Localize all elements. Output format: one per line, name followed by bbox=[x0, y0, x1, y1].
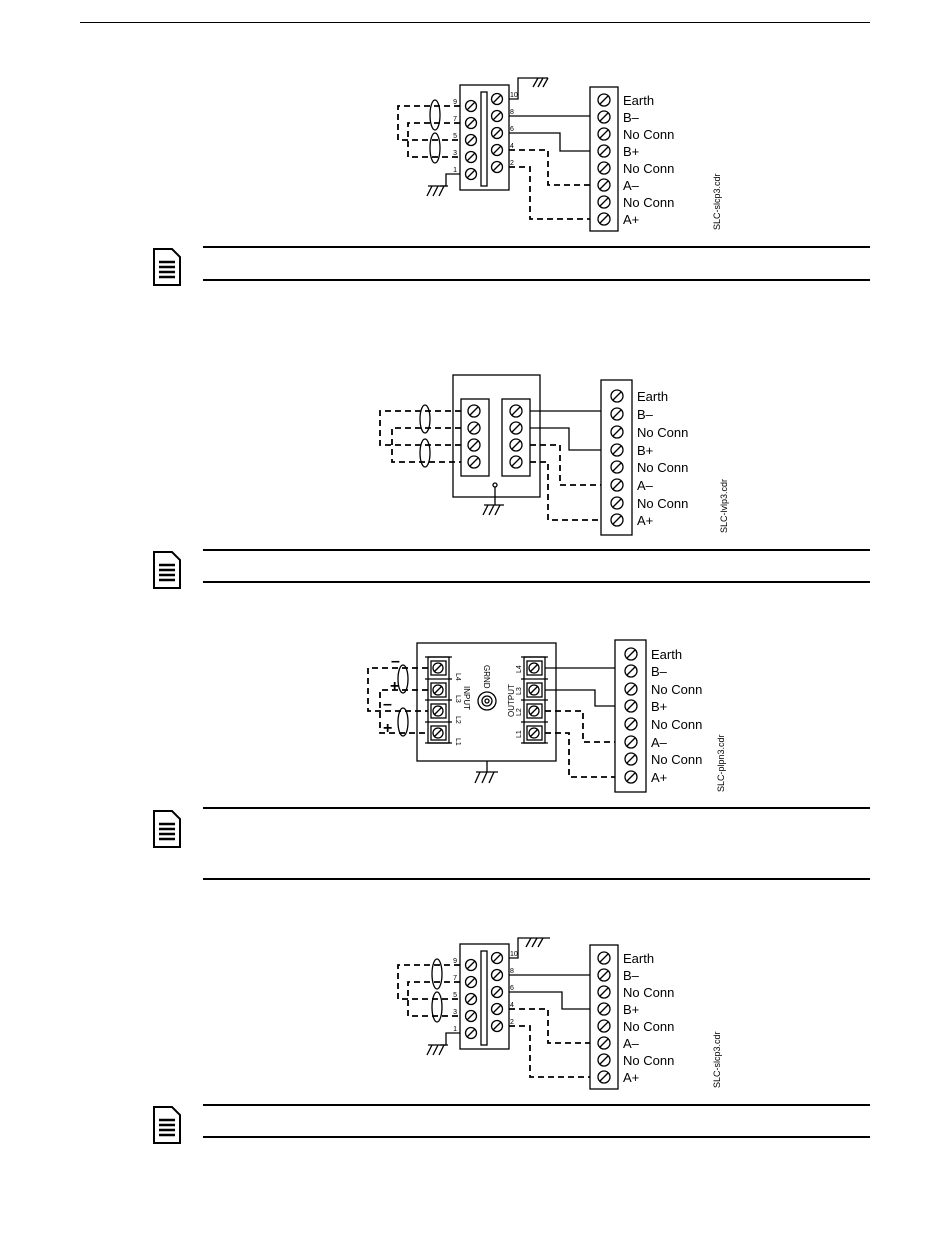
terminal-label: No Conn bbox=[623, 985, 675, 1000]
module-divider bbox=[481, 92, 487, 186]
input-terminal-block bbox=[425, 657, 452, 743]
terminal-label: Earth bbox=[651, 647, 683, 662]
pin-number: 3 bbox=[453, 1009, 457, 1016]
module-screws-left bbox=[466, 101, 477, 180]
input-label: INPUT bbox=[462, 686, 471, 710]
pin-number: 2 bbox=[510, 1019, 514, 1026]
pin-label: L4 bbox=[516, 665, 523, 673]
output-screws bbox=[510, 405, 522, 468]
pin-number: 7 bbox=[453, 116, 457, 123]
pin-number: 3 bbox=[453, 150, 457, 157]
output-terminal-block bbox=[521, 657, 548, 743]
note-document-icon bbox=[152, 1106, 182, 1144]
terminal-label: B+ bbox=[651, 699, 668, 714]
note-document-icon bbox=[152, 248, 182, 286]
terminal-label: B+ bbox=[637, 443, 654, 458]
pin-number: 8 bbox=[510, 968, 514, 975]
wiring-diagram-slcp3-1 bbox=[0, 70, 950, 240]
wiring-diagram-lvlp3 bbox=[0, 370, 950, 540]
pin-number: 2 bbox=[510, 160, 514, 167]
header-rule bbox=[80, 22, 870, 23]
pin-label: L3 bbox=[516, 687, 523, 695]
terminal-screws bbox=[598, 952, 610, 1083]
polarity-sign: + bbox=[383, 720, 393, 737]
terminal-strip bbox=[590, 87, 618, 231]
pin-label: L1 bbox=[516, 730, 523, 738]
input-screws bbox=[468, 405, 480, 468]
terminal-label: A– bbox=[637, 478, 653, 493]
terminal-screws bbox=[625, 648, 637, 783]
terminal-label: A– bbox=[623, 1036, 639, 1051]
note-rule-top bbox=[203, 246, 870, 248]
note-document-icon bbox=[152, 810, 182, 848]
module-divider bbox=[481, 951, 487, 1045]
terminal-strip bbox=[615, 640, 646, 792]
earth-ground-icon bbox=[475, 772, 498, 783]
note-rule-top bbox=[203, 549, 870, 551]
module-screws-right bbox=[492, 94, 503, 173]
pin-number: 4 bbox=[510, 143, 514, 150]
terminal-label: A+ bbox=[651, 770, 668, 785]
pin-number: 9 bbox=[453, 958, 457, 965]
pin-label: L2 bbox=[454, 716, 461, 724]
terminal-label: No Conn bbox=[651, 682, 703, 697]
pin-number: 10 bbox=[510, 92, 518, 99]
file-label: SLC-slcp3.cdr bbox=[712, 173, 722, 230]
terminal-label: A– bbox=[623, 178, 639, 193]
terminal-label: B+ bbox=[623, 1002, 640, 1017]
terminal-label: B– bbox=[623, 968, 639, 983]
terminal-label: A+ bbox=[637, 513, 654, 528]
terminal-screws bbox=[598, 94, 610, 225]
pin-label: L3 bbox=[454, 695, 461, 703]
file-label: SLC-plpn3.cdr bbox=[716, 734, 726, 792]
pin-number: 4 bbox=[510, 1002, 514, 1009]
terminal-label: A+ bbox=[623, 212, 640, 227]
terminal-label: No Conn bbox=[623, 127, 675, 142]
wiring-diagram-plpn3 bbox=[0, 630, 950, 800]
note-rule-bottom bbox=[203, 878, 870, 880]
terminal-label: Earth bbox=[637, 389, 669, 404]
polarity-sign: + bbox=[390, 678, 400, 695]
terminal-label: No Conn bbox=[637, 496, 689, 511]
pin-number: 7 bbox=[453, 975, 457, 982]
terminal-label: B– bbox=[637, 407, 653, 422]
pin-label: L1 bbox=[454, 738, 461, 746]
pin-number: 8 bbox=[510, 109, 514, 116]
terminal-label: No Conn bbox=[651, 717, 703, 732]
earth-ground-icon bbox=[427, 1045, 448, 1055]
pin-number: 5 bbox=[453, 133, 457, 140]
pin-number: 10 bbox=[510, 951, 518, 958]
terminal-label: No Conn bbox=[651, 752, 703, 767]
pin-number: 6 bbox=[510, 985, 514, 992]
terminal-label: No Conn bbox=[637, 425, 689, 440]
pin-label: L4 bbox=[454, 673, 461, 681]
terminal-label: Earth bbox=[623, 951, 655, 966]
terminal-label: B– bbox=[651, 664, 667, 679]
terminal-label: A– bbox=[651, 735, 667, 750]
pin-number: 9 bbox=[453, 99, 457, 106]
terminal-strip bbox=[601, 380, 632, 535]
module-screws-right bbox=[492, 953, 503, 1032]
earth-ground-icon bbox=[483, 505, 504, 515]
module-box bbox=[453, 375, 540, 497]
module-screws-left bbox=[466, 960, 477, 1039]
polarity-sign: – bbox=[391, 653, 400, 670]
terminal-label: No Conn bbox=[623, 1019, 675, 1034]
note-document-icon bbox=[152, 551, 182, 589]
earth-ground-icon bbox=[427, 186, 448, 196]
wiring-diagram-slcp3-2 bbox=[0, 930, 950, 1100]
note-rule-top bbox=[203, 807, 870, 809]
note-rule-bottom bbox=[203, 279, 870, 281]
earth-ground-icon bbox=[533, 78, 548, 87]
earth-ground-icon bbox=[526, 938, 550, 947]
terminal-label: Earth bbox=[623, 93, 655, 108]
terminal-label: No Conn bbox=[623, 1053, 675, 1068]
ground-label: GRND bbox=[482, 665, 491, 689]
terminal-strip bbox=[590, 945, 618, 1089]
ground-stud bbox=[478, 692, 496, 710]
note-rule-top bbox=[203, 1104, 870, 1106]
terminal-label: No Conn bbox=[623, 161, 675, 176]
terminal-label: B– bbox=[623, 110, 639, 125]
file-label: SLC-lvlp3.cdr bbox=[719, 478, 729, 533]
terminal-label: B+ bbox=[623, 144, 640, 159]
output-label: OUTPUT bbox=[507, 684, 516, 717]
note-rule-bottom bbox=[203, 1136, 870, 1138]
pin-number: 6 bbox=[510, 126, 514, 133]
file-label: SLC-slcp3.cdr bbox=[712, 1031, 722, 1088]
terminal-label: No Conn bbox=[637, 460, 689, 475]
pin-label: L2 bbox=[516, 708, 523, 716]
polarity-sign: – bbox=[383, 696, 392, 713]
terminal-label: A+ bbox=[623, 1070, 640, 1085]
note-rule-bottom bbox=[203, 581, 870, 583]
pin-number: 1 bbox=[453, 1026, 457, 1033]
terminal-screws bbox=[611, 390, 623, 526]
pin-number: 5 bbox=[453, 992, 457, 999]
pin-number: 1 bbox=[453, 167, 457, 174]
terminal-label: No Conn bbox=[623, 195, 675, 210]
